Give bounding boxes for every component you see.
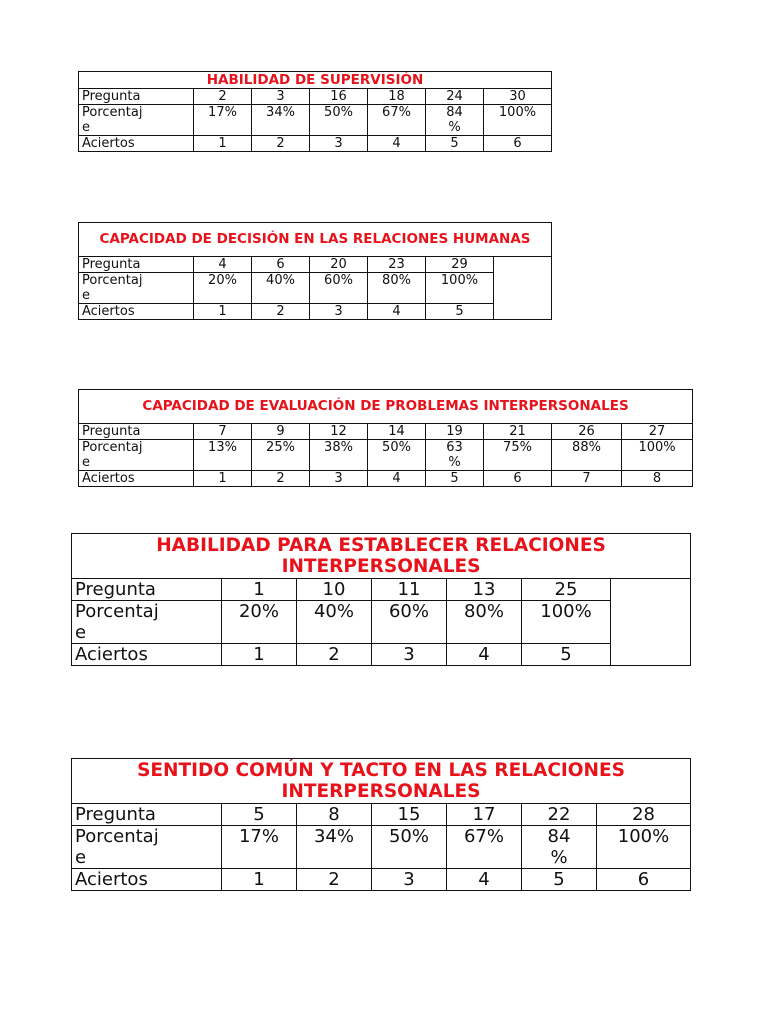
cell-aciertos: 5 — [426, 304, 494, 320]
cell-aciertos: 1 — [194, 471, 252, 487]
row-pregunta — [72, 804, 691, 826]
row-aciertos — [72, 869, 691, 891]
cell-pregunta: 13 — [447, 579, 522, 601]
cell-pregunta: 24 — [426, 89, 484, 105]
row-pregunta — [72, 579, 691, 601]
row-pregunta — [79, 424, 693, 440]
table-capacidad-evaluacion — [78, 389, 693, 487]
cell-porcentaje: 100% — [484, 105, 552, 136]
cell-porcentaje: 20% — [194, 273, 252, 304]
row-porcentaje — [72, 601, 691, 644]
label-porcentaje: Porcentaj e — [79, 273, 194, 304]
cell-porcentaje: 100% — [522, 601, 611, 644]
table-title: HABILIDAD PARA ESTABLECER RELACIONES INTERPERSONALES — [72, 534, 691, 579]
cell-pregunta: 29 — [426, 257, 494, 273]
label-pregunta: Pregunta — [72, 804, 222, 826]
cell-aciertos: 6 — [484, 136, 552, 152]
cell-pregunta: 12 — [310, 424, 368, 440]
row-aciertos — [79, 136, 552, 152]
label-aciertos: Aciertos — [72, 644, 222, 666]
cell-porcentaje: 100% — [426, 273, 494, 304]
row-pregunta — [79, 257, 552, 273]
cell-aciertos: 4 — [368, 136, 426, 152]
cell-aciertos: 1 — [222, 644, 297, 666]
cell-porcentaje: 100% — [597, 826, 691, 869]
cell-porcentaje: 84 % — [426, 105, 484, 136]
label-aciertos: Aciertos — [79, 136, 194, 152]
cell-aciertos: 5 — [522, 644, 611, 666]
cell-porcentaje: 40% — [297, 601, 372, 644]
label-porcentaje: Porcentaj e — [79, 440, 194, 471]
cell-aciertos: 3 — [372, 644, 447, 666]
empty-cell — [494, 257, 552, 320]
cell-pregunta: 17 — [447, 804, 522, 826]
cell-pregunta: 21 — [484, 424, 552, 440]
row-aciertos — [79, 304, 552, 320]
row-porcentaje — [79, 105, 552, 136]
label-porcentaje: Porcentaj e — [72, 601, 222, 644]
cell-aciertos: 2 — [297, 869, 372, 891]
cell-pregunta: 7 — [194, 424, 252, 440]
cell-porcentaje: 50% — [310, 105, 368, 136]
row-aciertos — [79, 471, 693, 487]
row-aciertos — [72, 644, 691, 666]
cell-pregunta: 9 — [252, 424, 310, 440]
cell-porcentaje: 75% — [484, 440, 552, 471]
cell-pregunta: 28 — [597, 804, 691, 826]
cell-porcentaje: 50% — [368, 440, 426, 471]
cell-pregunta: 25 — [522, 579, 611, 601]
table-title: CAPACIDAD DE DECISIÓN EN LAS RELACIONES HUMANAS — [79, 223, 552, 257]
cell-pregunta: 30 — [484, 89, 552, 105]
cell-porcentaje: 40% — [252, 273, 310, 304]
cell-aciertos: 1 — [194, 136, 252, 152]
cell-aciertos: 1 — [194, 304, 252, 320]
cell-pregunta: 10 — [297, 579, 372, 601]
cell-pregunta: 6 — [252, 257, 310, 273]
table-title: CAPACIDAD DE EVALUACIÓN DE PROBLEMAS INTERPERSONALES — [79, 390, 693, 424]
cell-pregunta: 27 — [622, 424, 693, 440]
cell-pregunta: 14 — [368, 424, 426, 440]
cell-porcentaje: 25% — [252, 440, 310, 471]
cell-porcentaje: 50% — [372, 826, 447, 869]
cell-porcentaje: 60% — [310, 273, 368, 304]
cell-pregunta: 2 — [194, 89, 252, 105]
cell-porcentaje: 17% — [222, 826, 297, 869]
cell-pregunta: 5 — [222, 804, 297, 826]
cell-pregunta: 8 — [297, 804, 372, 826]
label-pregunta: Pregunta — [79, 424, 194, 440]
cell-pregunta: 3 — [252, 89, 310, 105]
cell-aciertos: 7 — [552, 471, 622, 487]
label-pregunta: Pregunta — [72, 579, 222, 601]
table-habilidad-relaciones — [71, 533, 691, 666]
table-title: SENTIDO COMÚN Y TACTO EN LAS RELACIONES INTERPERSONALES — [72, 759, 691, 804]
cell-porcentaje: 34% — [297, 826, 372, 869]
cell-porcentaje: 17% — [194, 105, 252, 136]
label-porcentaje: Porcentaj e — [72, 826, 222, 869]
cell-aciertos: 5 — [522, 869, 597, 891]
cell-pregunta: 20 — [310, 257, 368, 273]
cell-pregunta: 1 — [222, 579, 297, 601]
cell-porcentaje: 20% — [222, 601, 297, 644]
cell-porcentaje: 63 % — [426, 440, 484, 471]
cell-pregunta: 19 — [426, 424, 484, 440]
cell-porcentaje: 67% — [368, 105, 426, 136]
cell-aciertos: 6 — [597, 869, 691, 891]
cell-pregunta: 11 — [372, 579, 447, 601]
table-capacidad-decision — [78, 222, 552, 320]
row-porcentaje — [79, 273, 552, 304]
cell-aciertos: 8 — [622, 471, 693, 487]
cell-aciertos: 2 — [252, 471, 310, 487]
cell-porcentaje: 88% — [552, 440, 622, 471]
cell-porcentaje: 84 % — [522, 826, 597, 869]
cell-porcentaje: 67% — [447, 826, 522, 869]
label-pregunta: Pregunta — [79, 257, 194, 273]
label-aciertos: Aciertos — [79, 304, 194, 320]
label-aciertos: Aciertos — [79, 471, 194, 487]
label-porcentaje: Porcentaj e — [79, 105, 194, 136]
cell-aciertos: 6 — [484, 471, 552, 487]
cell-pregunta: 18 — [368, 89, 426, 105]
cell-aciertos: 4 — [368, 471, 426, 487]
cell-aciertos: 4 — [447, 644, 522, 666]
row-porcentaje — [79, 440, 693, 471]
cell-porcentaje: 60% — [372, 601, 447, 644]
cell-pregunta: 26 — [552, 424, 622, 440]
table-habilidad-supervision — [78, 71, 552, 152]
cell-porcentaje: 80% — [447, 601, 522, 644]
cell-aciertos: 4 — [368, 304, 426, 320]
cell-aciertos: 2 — [297, 644, 372, 666]
cell-aciertos: 3 — [310, 304, 368, 320]
cell-aciertos: 3 — [310, 136, 368, 152]
cell-pregunta: 22 — [522, 804, 597, 826]
cell-pregunta: 16 — [310, 89, 368, 105]
cell-aciertos: 2 — [252, 304, 310, 320]
cell-porcentaje: 13% — [194, 440, 252, 471]
cell-aciertos: 3 — [310, 471, 368, 487]
cell-aciertos: 3 — [372, 869, 447, 891]
cell-porcentaje: 34% — [252, 105, 310, 136]
cell-aciertos: 5 — [426, 471, 484, 487]
cell-aciertos: 5 — [426, 136, 484, 152]
cell-aciertos: 1 — [222, 869, 297, 891]
table-sentido-comun — [71, 758, 691, 891]
label-aciertos: Aciertos — [72, 869, 222, 891]
cell-pregunta: 4 — [194, 257, 252, 273]
cell-aciertos: 2 — [252, 136, 310, 152]
row-porcentaje — [72, 826, 691, 869]
row-pregunta — [79, 89, 552, 105]
table-title: HABILIDAD DE SUPERVISIÓN — [79, 72, 552, 89]
cell-porcentaje: 38% — [310, 440, 368, 471]
cell-porcentaje: 100% — [622, 440, 693, 471]
empty-cell — [611, 579, 691, 666]
cell-pregunta: 23 — [368, 257, 426, 273]
label-pregunta: Pregunta — [79, 89, 194, 105]
cell-pregunta: 15 — [372, 804, 447, 826]
cell-porcentaje: 80% — [368, 273, 426, 304]
cell-aciertos: 4 — [447, 869, 522, 891]
